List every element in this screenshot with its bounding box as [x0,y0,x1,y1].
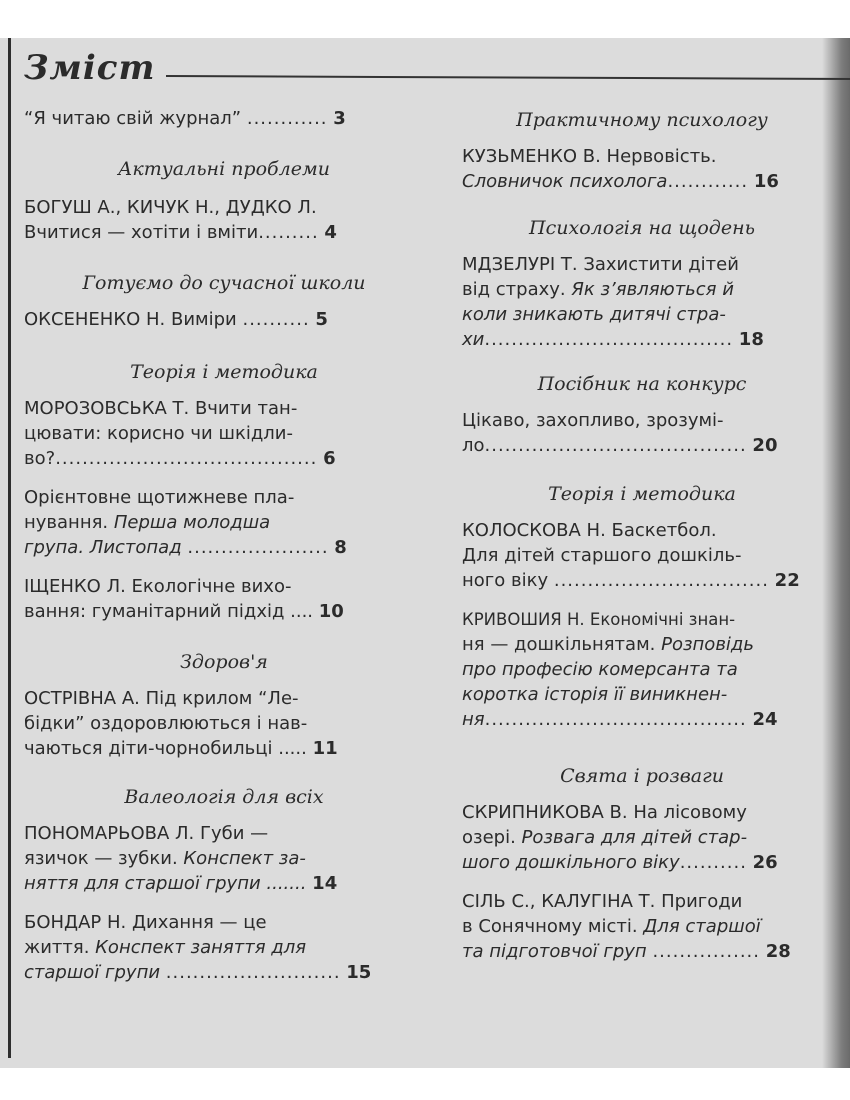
contents-header [24,48,850,96]
right-column [462,100,822,964]
entry-subtitle: Розповідь [661,634,754,655]
page-number: 22 [774,570,800,591]
entry-subtitle: Конспект заняття для [95,937,307,958]
toc-entry[interactable] [24,686,424,761]
page-number: 10 [318,601,344,622]
entry-line [462,914,822,939]
entry-line [24,220,424,245]
entry-line [24,446,424,471]
page-number: 6 [323,448,336,469]
page-number: 24 [752,709,778,730]
toc-entry[interactable] [24,574,424,624]
entry-line [462,568,822,593]
entry-line: КОЛОСКОВА Н. Баскетбол. [462,520,717,541]
entry-line: МОРОЗОВСЬКА Т. Вчити тан- [24,398,298,419]
entry-line [24,535,424,560]
toc-entry[interactable] [462,800,822,875]
leader-dots: ....................................... [484,435,747,456]
entry-line [24,935,424,960]
entry-line [24,846,424,871]
entry-text: во? [24,448,56,469]
leader-dots: .......... [679,852,747,873]
entry-subtitle: ня [462,709,485,730]
entry-line [24,599,424,624]
page-number: 4 [324,222,337,243]
entry-text: ОКСЕНЕНКО Н. Виміри [24,309,237,330]
entry-subtitle: Як з’являються й [571,279,734,300]
entry-text: СКРИПНИКОВА В. [462,802,634,823]
entry-line [24,736,424,761]
entry-line: бідки” оздоровлюються і нав- [24,713,308,734]
entry-line [462,850,822,875]
toc-entry[interactable] [462,518,822,593]
entry-subtitle: група. Листопад [24,537,182,558]
entry-line [462,800,822,825]
leader-dots: ....................................... [484,709,747,730]
section-heading: Теорія і методика [130,361,318,383]
left-vertical-rule [8,38,11,1058]
toc-entry[interactable] [462,607,822,732]
entry-text: ня — дошкільнятам. [462,634,662,655]
section-heading: Психологія на щодень [529,217,755,239]
toc-entry[interactable] [24,307,424,332]
entry-subtitle: коли зникають дитячі стра- [462,304,726,325]
entry-line [462,657,822,682]
entry-line: цювати: корисно чи шкідли- [24,423,293,444]
leader-dots: ..................................... [484,329,734,350]
entry-line: Для дітей старшого дошкіль- [462,545,742,566]
leader-dots: ......... [258,222,319,243]
entry-line: Орієнтовне щотижневе пла- [24,487,295,508]
entry-subtitle: коротка історія її виникнен- [462,684,728,705]
entry-text: в Сонячному місті. [462,916,644,937]
entry-line [462,682,822,707]
page-number: 11 [312,738,338,759]
page-number: 28 [765,941,791,962]
entry-line: СІЛЬ С., КАЛУГІНА Т. Пригоди [462,891,743,912]
entry-subtitle: шого дошкільного віку [462,852,680,873]
leader-dots: ............ [246,108,328,129]
entry-line: Цікаво, захопливо, зрозумі- [462,410,724,431]
contents-title: Зміст [24,48,156,88]
leader-dots: .......................... [165,962,341,983]
entry-line: БОГУШ А., КИЧУК Н., ДУДКО Л. [24,197,317,218]
entry-line [462,825,822,850]
leader-dots: ................ [652,941,760,962]
entry-subtitle: Для старшої [643,916,761,937]
section-heading: Теорія і методика [548,483,736,505]
entry-text: ло [462,435,485,456]
entry-line [24,871,424,896]
section-heading: Посібник на конкурс [537,373,747,395]
entry-text: язичок — зубки. [24,848,184,869]
page-number: 5 [315,309,328,330]
entry-text: “Я читаю свій журнал” [24,108,247,129]
entry-subtitle: Розвага для дітей стар- [521,827,748,848]
entry-text: чаються діти-чорнобильці ..... [24,738,307,759]
entry-line [462,327,822,352]
entry-line [462,433,822,458]
entry-line [24,510,424,535]
page-number: 3 [333,108,346,129]
entry-line [462,707,822,732]
section-heading: Валеологія для всіх [124,786,324,808]
entry-text: Вчитися — хотіти і вміти [24,222,259,243]
leader-dots: ................................ [553,570,769,591]
page-number: 14 [312,873,338,894]
entry-line: КУЗЬМЕНКО В. Нервовість. [462,146,717,167]
entry-line [462,302,822,327]
toc-entry[interactable] [462,889,822,964]
entry-subtitle: Перша молодша [113,512,271,533]
toc-entry[interactable] [24,821,424,896]
entry-text: озері. [462,827,522,848]
entry-subtitle: Конспект за- [183,848,306,869]
entry-text: На лісовому [633,802,747,823]
page-number: 18 [738,329,764,350]
page-edge-shadow [822,38,850,1068]
entry-line: БОНДАР Н. Дихання — це [24,912,267,933]
toc-entry[interactable] [462,144,822,194]
entry-subtitle: хи [462,329,485,350]
toc-entry[interactable] [462,408,822,458]
entry-subtitle: про професію комерсанта та [462,659,738,680]
entry-line [462,632,822,657]
entry-text: від страху. [462,279,572,300]
page-number: 16 [753,171,779,192]
toc-entry-intro[interactable] [24,106,424,131]
entry-line [462,169,822,194]
header-rule [166,75,850,80]
section-heading: Свята і розваги [560,765,724,787]
left-column [24,100,424,985]
section-heading: Практичному психологу [516,109,768,131]
leader-dots: .......... [242,309,310,330]
section-heading: Актуальні проблеми [118,158,330,180]
entry-text: вання: гуманітарний підхід .... [24,601,314,622]
entry-line: ОСТРІВНА А. Під крилом “Ле- [24,688,299,709]
leader-dots: ..................... [187,537,329,558]
entry-subtitle: Словничок психолога [462,171,668,192]
leader-dots: ....................................... [55,448,318,469]
section-heading: Готуємо до сучасної школи [82,272,366,294]
section-heading: Здоров'я [180,651,268,673]
page-number: 20 [752,435,778,456]
leader-dots: ............ [667,171,749,192]
entry-subtitle: няття для старшої групи ....... [24,873,307,894]
entry-line [462,939,822,964]
page-number: 26 [752,852,778,873]
toc-entry[interactable] [24,910,424,985]
entry-line: МДЗЕЛУРІ Т. Захистити дітей [462,254,739,275]
toc-entry[interactable] [462,252,822,352]
entry-subtitle: та підготовчої груп [462,941,647,962]
toc-entry[interactable] [24,396,424,471]
entry-line [462,277,822,302]
toc-entry[interactable] [24,485,424,560]
entry-line: КРИВОШИЯ Н. Економічні знан- [462,610,736,629]
entry-line [24,960,424,985]
page-number: 8 [334,537,347,558]
entry-text: ного віку [462,570,549,591]
entry-subtitle: старшої групи [24,962,161,983]
entry-line: ПОНОМАРЬОВА Л. Губи — [24,823,269,844]
page-number: 15 [346,962,372,983]
entry-text: нування. [24,512,114,533]
entry-text: життя. [24,937,96,958]
toc-entry[interactable] [24,195,424,245]
entry-line: ІЩЕНКО Л. Екологічне вихо- [24,576,292,597]
